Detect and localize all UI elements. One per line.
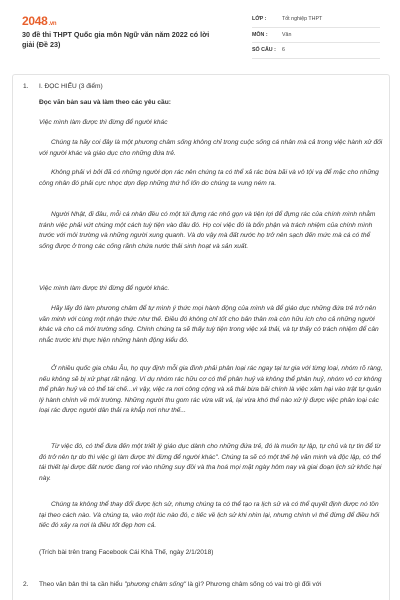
question-number: 1. bbox=[23, 83, 29, 90]
passage-paragraph: Từ việc đó, có thể đưa đến một triết lý giáo dục dành cho những đứa trẻ, đó là muốn tự lập, tự chủ và tự tin để từ đó trở nên tự do thì việc gì làm được thì đừng để người khác". Chúng ta sẽ có một thế hệ văn minh và độc lập, có thể tái thiết lại được đất nước đang rơi vào những suy đồi và tha hoá mọi mặt ngày hôm nay và giai đoạn lịch sử khốc hại này. bbox=[39, 443, 382, 482]
passage-paragraph: Chúng ta không thể thay đổi được lịch sử, nhưng chúng ta có thể tạo ra lịch sử và có thể quyết định được nó tồn tại theo cách nào. Và chúng ta, vào một lúc nào đó, c tiếc về lịch sử khi nhìn lại, nhưng chính vì thế đừng để điều hối tiếc đó xảy ra nơi là điều tốt đẹp hơn cả. bbox=[39, 501, 380, 530]
meta-row-question-count bbox=[252, 43, 380, 59]
passage-paragraph: Chúng ta hãy coi đây là một phương châm sống không chỉ trong cuộc sống cá nhân mà cả trong việc hành xử đối với người khác và giáo dục cho những đứa trẻ. bbox=[39, 139, 383, 157]
passage-paragraph: Ở nhiều quốc gia châu Âu, họ quy định mỗi gia đình phải phân loại rác ngay tại tư gia với từng loại, nhóm rõ ràng, nếu không sẽ bị xử phạt rất nặng. Ví dụ nhóm rác hữu cơ có thể phân huỷ và không thể phân huỷ, nhóm vỏ cơ không thể phân huỷ và có thể tái chế...vì vậy, việc ra nơi công cộng và xả thải bừa bãi chính là việc xâm hại vào trật tự quản lý hành chính về môi trường. Những người thu gom rác vừa vất vả, lại vừa khó thể nào xử lý được việc phân loại các loại rác được người dân thải ra khắp nơi như thế... bbox=[39, 365, 383, 415]
passage-paragraph: Không phải vì bởi đã có những người dọn rác nên chúng ta có thể xả rác bừa bãi và vô tội vạ để mặc cho những công nhân đó phải cực nhọc dọn đẹp những thứ hổ lốn do chúng ta vung ném ra. bbox=[39, 169, 379, 187]
page-header bbox=[0, 0, 400, 60]
directive-text: Đọc văn bản sau và làm theo các yêu cầu: bbox=[39, 99, 171, 106]
passage-title: Việc mình làm được thì đừng để người khác bbox=[39, 119, 168, 126]
meta-row-subject bbox=[252, 28, 380, 44]
passage-paragraph: Việc mình làm được thì đừng để người khác. bbox=[39, 285, 170, 292]
passage-paragraph: Người Nhật, đi đâu, mỗi cá nhân đều có một túi đựng rác nhỏ gọn và tiện lợi để đựng rác của chính mình nhằm tránh việc phải vứt chúng một cách tuỳ tiện vào đâu đó. Họ coi việc đó là bổn phận và trách nhiệm của chính mình trước với môi trường và những người xung quanh. Và do vậy mà đất nước họ trở nên sạch đến mức mà cá có thể sống được ở trong các cống rãnh chứa nước thải sinh hoạt và sản xuất. bbox=[39, 211, 376, 250]
question-2 bbox=[23, 580, 383, 591]
site-logo[interactable]: 2048.vn bbox=[22, 14, 57, 28]
question-1-header bbox=[23, 82, 383, 94]
meta-value-question-count: 6 bbox=[282, 47, 285, 54]
document-meta bbox=[252, 12, 380, 59]
passage-paragraph: Hãy lấy đó làm phương châm để tự mình ý thức mọi hành động của mình và để giáo dục những đứa trẻ trở nên văn minh với cùng một nhận thức như thế. Điều đó không chỉ tốt cho bản thân mà còn hữu ích cho cả những người khác và cho cả môi trường sống. Chính chúng ta sẽ thấy tuỳ tiện trong việc xả thải, và tự thấy có trách nhiệm để cân nhắc trước khi thực hiện những hành động kiểu đó. bbox=[39, 305, 379, 344]
meta-key-subject: MÔN : bbox=[252, 31, 268, 38]
meta-value-subject: Văn bbox=[282, 31, 292, 38]
meta-key-class: LỚP : bbox=[252, 16, 267, 23]
question-2-text: Theo văn bản thì ta cần hiểu "phương châm sống" là gì? Phương châm sống có vai trò gì đối với bbox=[39, 581, 322, 588]
meta-key-question-count: SỐ CÂU : bbox=[252, 47, 276, 54]
section-title: I. ĐỌC HIỂU (3 điểm) bbox=[39, 83, 103, 90]
document-title: 30 đề thi THPT Quốc gia môn Ngữ văn năm 2022 có lời giải (Đề 23) bbox=[22, 30, 210, 49]
meta-row-class bbox=[252, 12, 380, 28]
meta-value-class: Tốt nghiệp THPT bbox=[282, 16, 323, 23]
question-number: 2. bbox=[23, 581, 29, 588]
source-citation: (Trích bài trên trang Facebook Cái Khả Thế, ngày 2/1/2018) bbox=[39, 549, 214, 556]
